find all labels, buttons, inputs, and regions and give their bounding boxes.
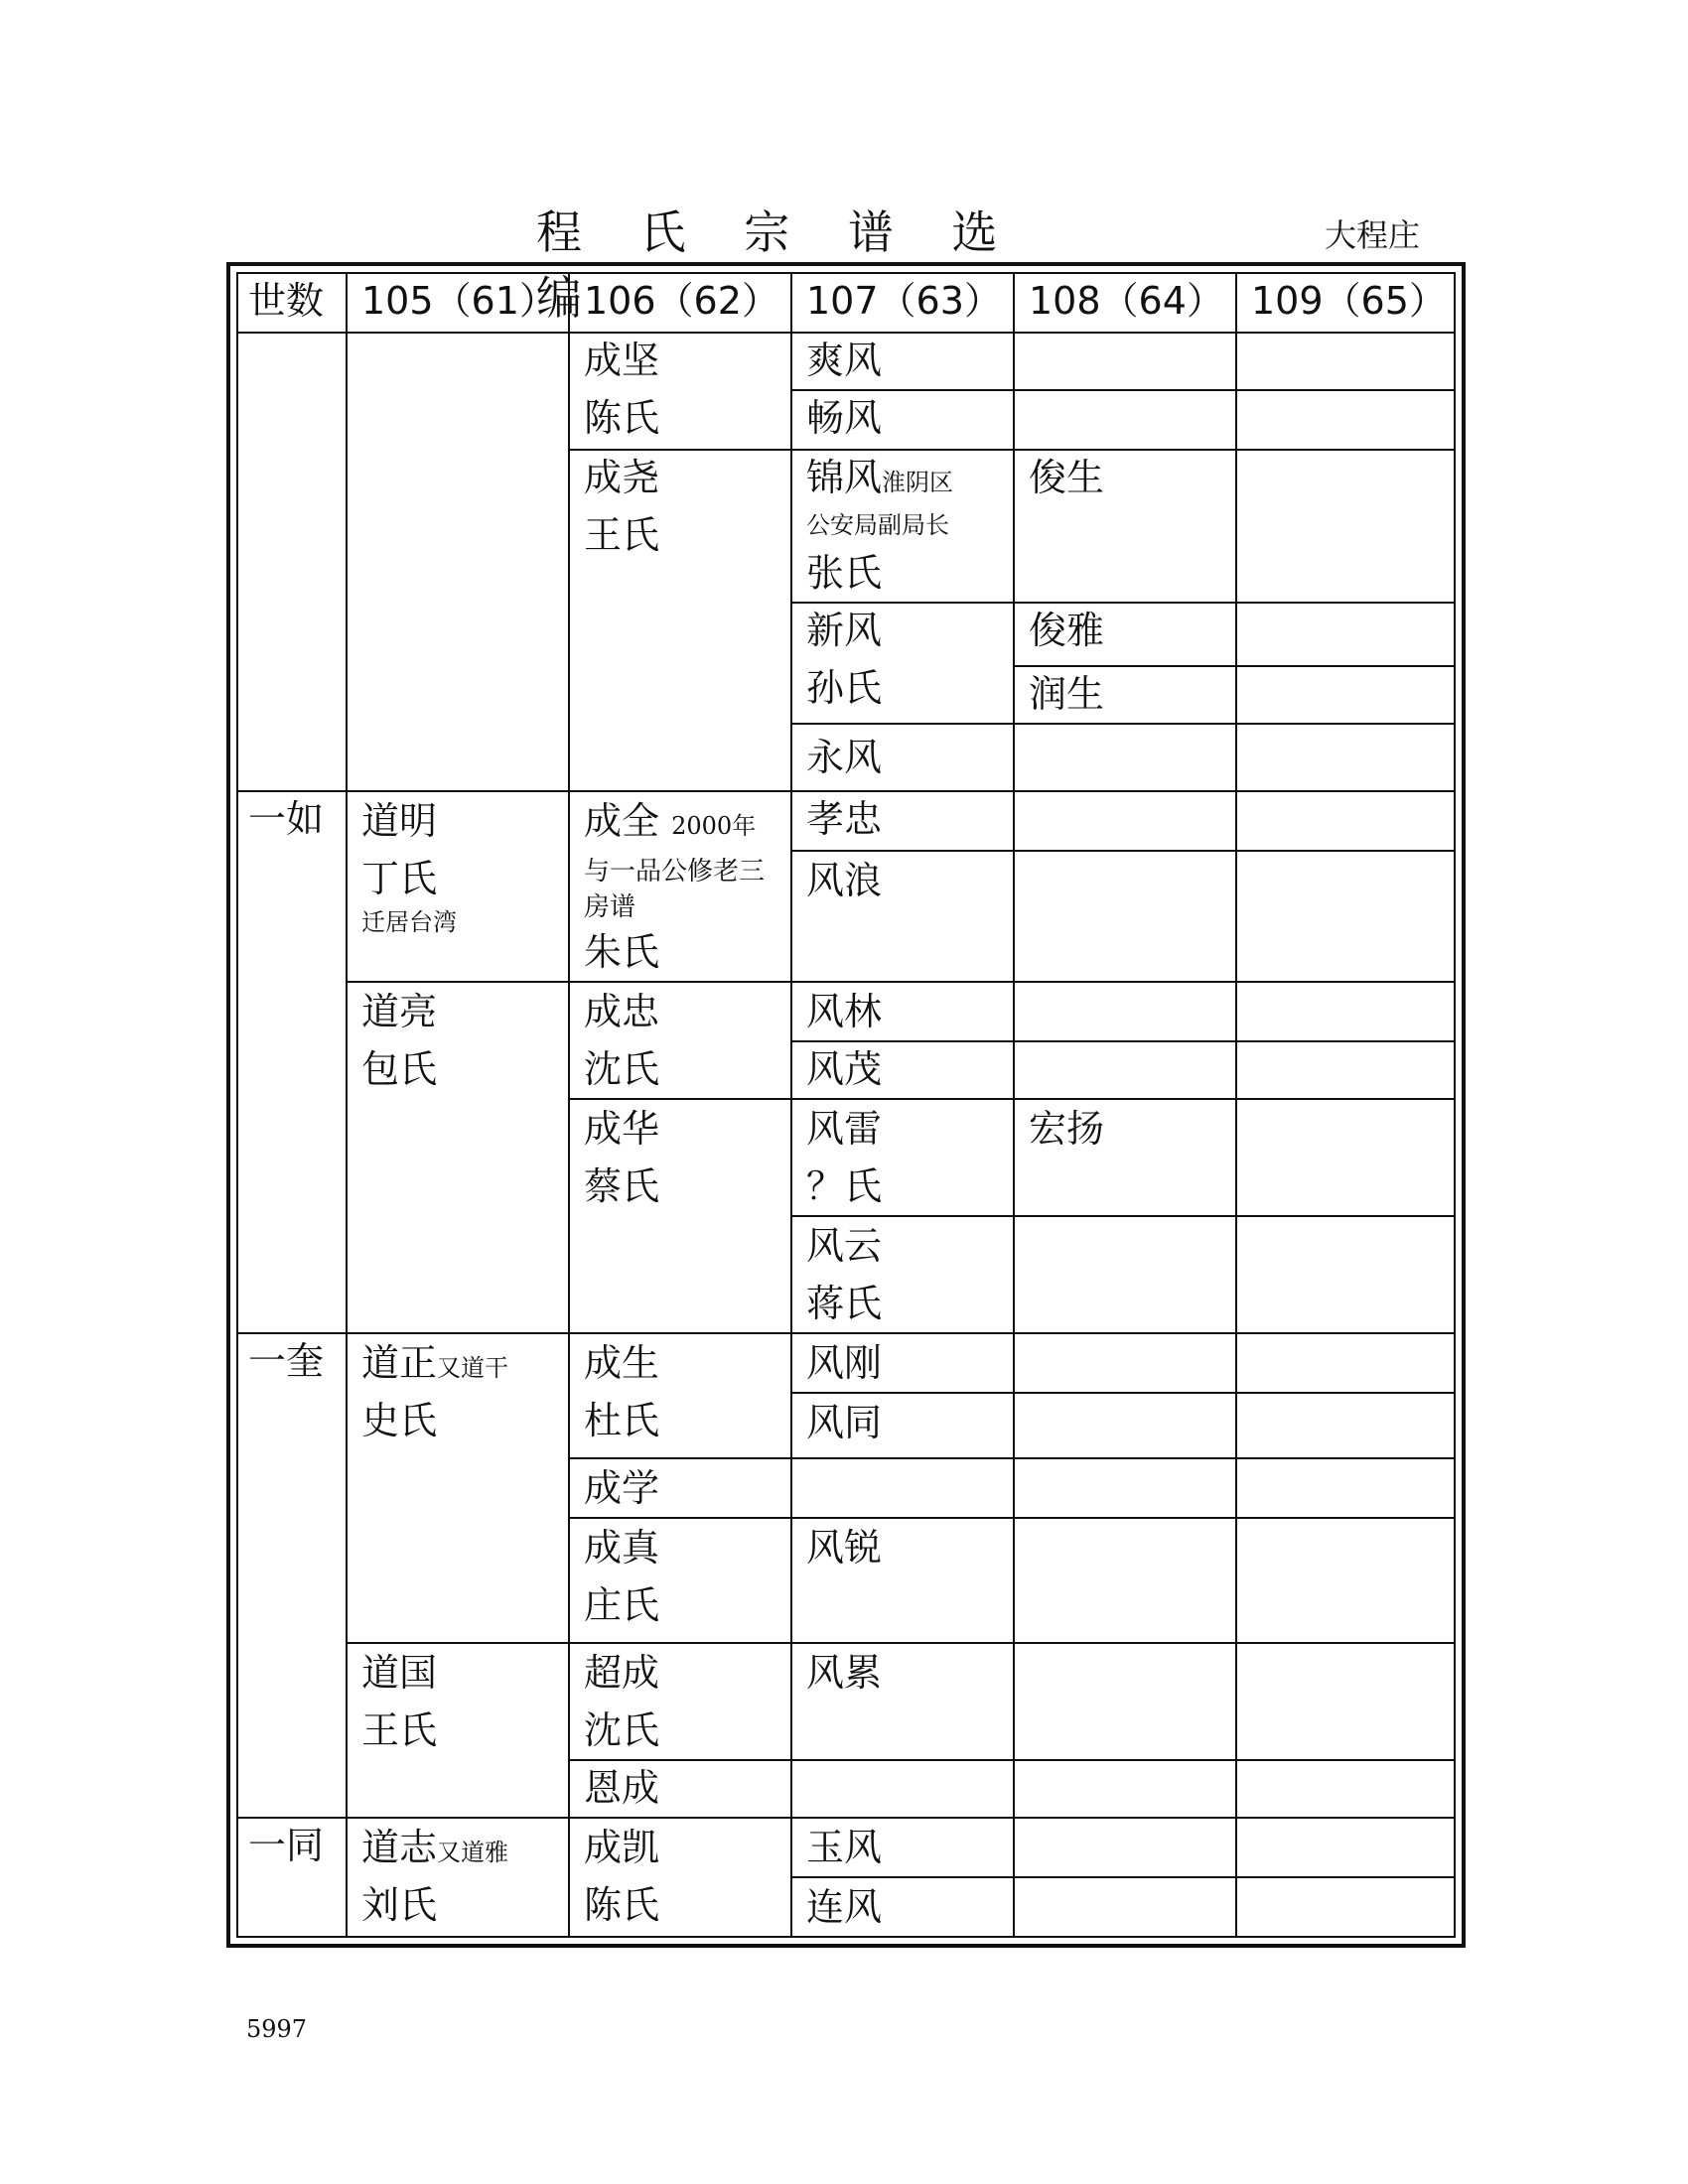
row-divider bbox=[790, 1876, 1456, 1878]
table-cell: 成真 庄氏 bbox=[584, 1526, 660, 1627]
column-divider bbox=[1013, 272, 1015, 1938]
table-cell: 风云 蒋氏 bbox=[806, 1224, 883, 1325]
table-cell: 史氏 bbox=[361, 1399, 438, 1442]
table-cell: 俊雅 bbox=[1029, 609, 1105, 652]
table-cell: 成忠 沈氏 bbox=[584, 990, 660, 1091]
table-cell: 俊生 bbox=[1029, 456, 1105, 499]
row-divider bbox=[790, 1215, 1456, 1217]
table-cell: 孝忠 bbox=[806, 797, 883, 841]
table-cell: 新风 孙氏 bbox=[806, 609, 883, 710]
table-cell: 成坚 陈氏 bbox=[584, 339, 660, 440]
header-105: 105（61） bbox=[361, 279, 557, 323]
table-cell: 成学 bbox=[584, 1466, 660, 1510]
row-divider bbox=[790, 1392, 1456, 1394]
page-number: 5997 bbox=[246, 2015, 308, 2043]
table-cell: 道正又道干 bbox=[361, 1341, 509, 1385]
header-107: 107（63） bbox=[806, 279, 1002, 323]
table-cell: 张氏 bbox=[806, 551, 883, 595]
row-divider bbox=[568, 1098, 1456, 1100]
table-cell: 恩成 bbox=[584, 1766, 660, 1810]
note: 与一品公修老三房谱 bbox=[584, 857, 766, 922]
table-cell: 道明 丁氏 bbox=[361, 799, 438, 900]
table-cell: 成生 杜氏 bbox=[584, 1341, 660, 1442]
table-cell: 润生 bbox=[1029, 672, 1105, 716]
table-cell: 风雷 ？氏 bbox=[806, 1107, 883, 1208]
row-divider bbox=[346, 981, 1456, 983]
table-cell: 风刚 bbox=[806, 1341, 883, 1385]
column-divider bbox=[346, 272, 348, 1938]
table-cell: 道国 王氏 bbox=[361, 1651, 438, 1752]
table-cell: 连风 bbox=[806, 1885, 883, 1929]
row-divider bbox=[790, 723, 1456, 725]
table-cell: 风林 bbox=[806, 990, 883, 1033]
generation-label: 一奎 bbox=[248, 1339, 325, 1383]
table-cell: 成全 2000年 bbox=[584, 799, 757, 843]
table-cell: 爽风 bbox=[806, 339, 883, 382]
row-divider bbox=[568, 449, 1456, 451]
table-cell: 永风 bbox=[806, 736, 883, 779]
note: 迁居台湾 bbox=[361, 908, 457, 936]
note: 公安局副局长 bbox=[806, 511, 949, 539]
table-cell: 风茂 bbox=[806, 1047, 883, 1091]
table-cell: 锦风淮阴区 bbox=[806, 456, 954, 499]
generation-label: 一如 bbox=[248, 797, 325, 841]
table-cell: 超成 沈氏 bbox=[584, 1651, 660, 1752]
row-divider bbox=[790, 1040, 1456, 1042]
table-cell: 风浪 bbox=[806, 859, 883, 902]
row-divider bbox=[568, 1759, 1456, 1761]
row-divider bbox=[346, 1642, 1456, 1644]
table-cell: 玉风 bbox=[806, 1826, 883, 1869]
table-cell: 风同 bbox=[806, 1401, 883, 1444]
column-divider bbox=[568, 272, 570, 1938]
table-cell: 成华 蔡氏 bbox=[584, 1107, 660, 1208]
table-cell: 风锐 bbox=[806, 1526, 883, 1570]
column-divider bbox=[1235, 272, 1237, 1938]
row-divider bbox=[790, 850, 1456, 852]
place-label: 大程庄 bbox=[1325, 216, 1421, 254]
table-cell: 畅风 bbox=[806, 396, 883, 440]
table-cell: 风累 bbox=[806, 1651, 883, 1695]
row-divider bbox=[790, 389, 1456, 391]
header-generation: 世数 bbox=[248, 279, 325, 323]
row-divider bbox=[568, 1457, 1456, 1459]
header-106: 106（62） bbox=[584, 279, 779, 323]
row-divider bbox=[790, 602, 1456, 604]
header-108: 108（64） bbox=[1029, 279, 1224, 323]
page-title: 程 氏 宗 谱 选 编 bbox=[536, 205, 1020, 325]
table-cell: 道志又道雅 bbox=[361, 1826, 509, 1869]
row-divider bbox=[568, 1517, 1456, 1519]
generation-label: 一同 bbox=[248, 1824, 325, 1867]
column-divider bbox=[790, 272, 792, 1938]
table-cell: 道亮 包氏 bbox=[361, 990, 438, 1091]
header-109: 109（65） bbox=[1251, 279, 1447, 323]
table-cell: 朱氏 bbox=[584, 930, 660, 974]
table-cell: 刘氏 bbox=[361, 1883, 438, 1927]
table-cell: 宏扬 bbox=[1029, 1107, 1105, 1151]
table-cell: 成尧 王氏 bbox=[584, 456, 660, 557]
table-cell: 成凯 陈氏 bbox=[584, 1826, 660, 1927]
